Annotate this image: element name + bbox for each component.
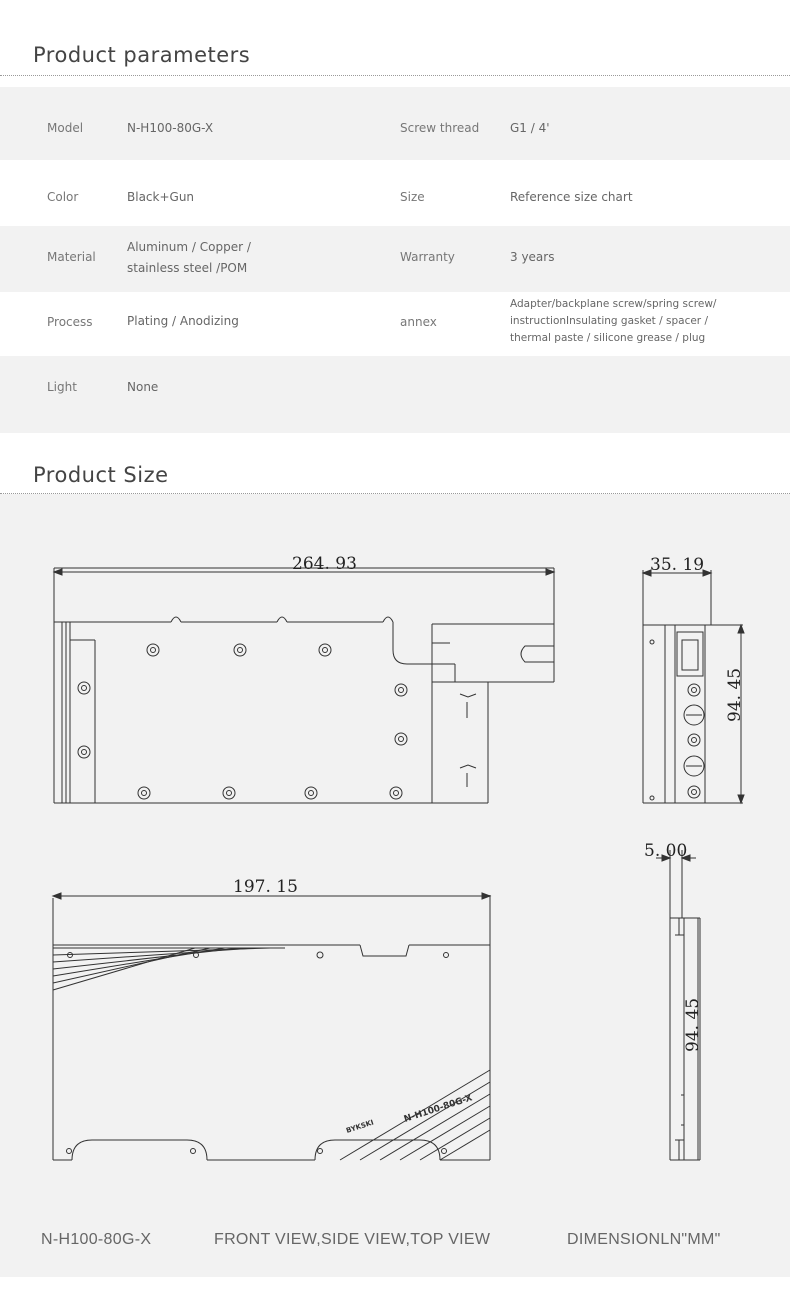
- annex-value-line-2: instructionInsulating gasket / spacer /: [510, 315, 708, 327]
- side-depth-label: 35. 19: [650, 555, 705, 575]
- backplate-view-outline: [53, 895, 490, 1160]
- block-flow-markings: [460, 694, 476, 787]
- process-label: Process: [47, 315, 93, 329]
- screw-thread-label: Screw thread: [400, 121, 480, 135]
- light-label: Light: [47, 380, 77, 394]
- process-value: Plating / Anodizing: [127, 314, 239, 328]
- plate-thickness-label: 5. 00: [644, 841, 688, 861]
- model-label: Model: [47, 121, 84, 135]
- front-width-label: 264. 93: [292, 554, 357, 574]
- color-value: Black+Gun: [127, 190, 195, 204]
- warranty-label: Warranty: [400, 250, 455, 264]
- footer-model: N-H100-80G-X: [41, 1231, 152, 1248]
- light-value: None: [127, 380, 159, 394]
- backplate-width-label: 197. 15: [233, 877, 298, 897]
- annex-label: annex: [400, 315, 437, 329]
- size-label: Size: [400, 190, 425, 204]
- annex-value-line-3: thermal paste / silicone grease / plug: [510, 332, 706, 344]
- material-value-line-2: stainless steel /POM: [127, 261, 248, 275]
- front-view-screws: [78, 644, 407, 799]
- screw-thread-value: G1 / 4': [510, 121, 550, 135]
- annex-value-line-1: Adapter/backplane screw/spring screw/: [510, 298, 717, 310]
- model-value: N-H100-80G-X: [127, 121, 214, 135]
- side-height-label: 94. 45: [725, 667, 745, 722]
- warranty-value: 3 years: [510, 250, 555, 264]
- backplate-engraving: N-H100-80G-X: [402, 1093, 474, 1125]
- material-label: Material: [47, 250, 96, 264]
- front-view-outline: [54, 568, 554, 803]
- material-value-line-1: Aluminum / Copper /: [127, 240, 251, 254]
- size-section-title: Product Size: [33, 463, 169, 487]
- plate-height-label: 94. 45: [683, 997, 703, 1052]
- size-value: Reference size chart: [510, 190, 633, 204]
- color-label: Color: [47, 190, 79, 204]
- footer-views: FRONT VIEW,SIDE VIEW,TOP VIEW: [214, 1231, 491, 1248]
- params-section-title: Product parameters: [33, 43, 251, 67]
- backplate-logo: BYKSKI: [345, 1118, 375, 1135]
- footer-unit: DIMENSIONLN"MM": [567, 1231, 721, 1248]
